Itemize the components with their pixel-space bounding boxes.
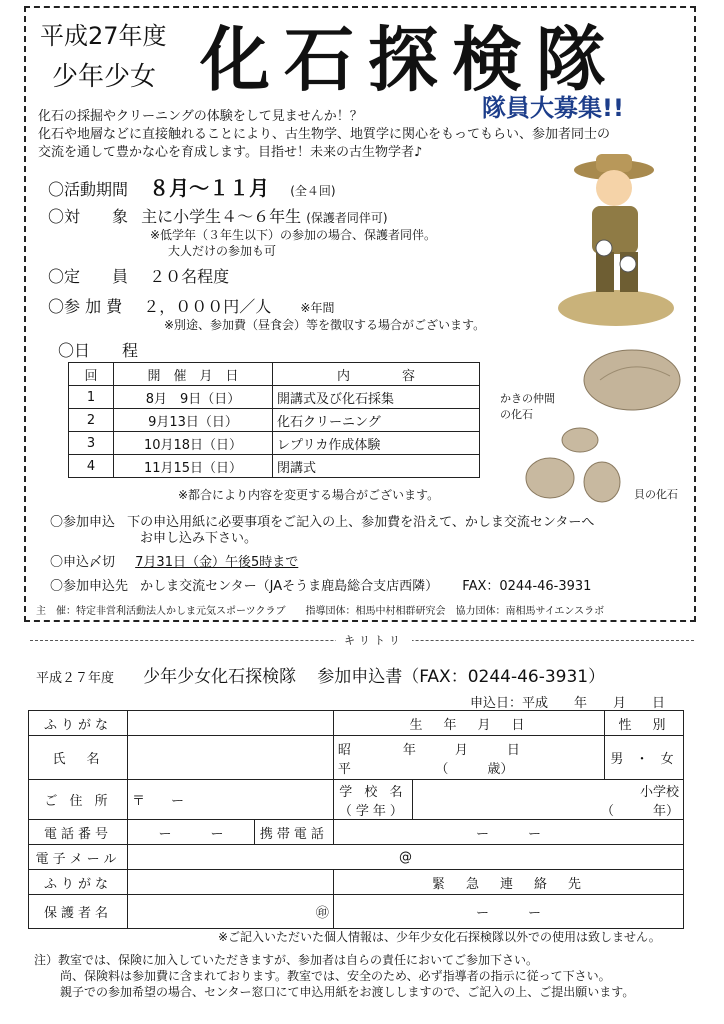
capacity-label: 〇定 員 [48, 267, 129, 286]
table-row [69, 386, 480, 409]
cell-content: レプリカ作成体験 [273, 432, 480, 455]
dest-label: 〇参加申込先 [50, 579, 129, 594]
capacity-value: ２０名程度 [149, 267, 230, 286]
gender-header: 性 別 [605, 711, 684, 736]
col-header: 回 [69, 363, 114, 386]
form-title: 少年少女化石探検隊 [143, 667, 297, 687]
cut-label: キリトリ [336, 632, 412, 648]
cell-round: 1 [69, 386, 114, 409]
mobile-label: 携帯電話 [254, 820, 333, 845]
col-header: 内 容 [273, 363, 480, 386]
oyster-label: かきの仲間 の化石 [500, 392, 555, 421]
furigana-input[interactable] [128, 711, 334, 736]
page-title: 化石探検隊 [200, 18, 620, 101]
application-form [28, 710, 684, 929]
phone-input[interactable]: ー ー [128, 820, 255, 845]
table-header-row [69, 363, 480, 386]
target-sub1: ※低学年（３年生以下）の参加の場合、保護者同伴。 [150, 228, 437, 242]
table-row [69, 409, 480, 432]
shell-fossil-image [524, 426, 624, 506]
target-label: 〇対 象 [48, 207, 129, 226]
period-label: 〇活動期間 [48, 180, 129, 199]
note-line: 尚、保険料は参加費に含まれております。教室では、安全のため、必ず指導者の指示に従って下さい。 [60, 969, 611, 983]
fee-label: 〇参 加 費 [48, 297, 123, 316]
cell-date: 11月15日（日） [114, 455, 273, 478]
intro-line: 化石の採掘やクリーニングの体験をして見ませんか！？ [38, 109, 363, 124]
period-row [48, 172, 336, 201]
privacy-note: ※ご記入いただいた個人情報は、少年少女化石探検隊以外での使用は致しません。 [218, 930, 661, 944]
audience-label: 少年少女 [52, 62, 157, 92]
oyster-fossil-image [580, 346, 690, 416]
notes-block [34, 952, 634, 1000]
fee-sub: ※別途、参加費（昼食会）等を徴収する場合がございます。 [164, 318, 486, 332]
note-line: 注）教室では、保険に加入していただきますが、参加者は自らの責任においてご参加下さい。 [34, 953, 539, 967]
period-note: (全４回) [290, 184, 336, 198]
apply-destination [50, 578, 690, 596]
schedule-label: 〇日 程 [58, 341, 139, 360]
school-input[interactable]: 小学校 （ 年） [412, 780, 683, 820]
dest-value: かしま交流センター（JAそうま鹿島総合支店西隣） [140, 579, 439, 594]
birth-header: 生 年 月 日 [333, 711, 604, 736]
period-value: ８月～１１月 [149, 176, 270, 200]
table-row [69, 455, 480, 478]
furigana-label: ふりがな [29, 711, 128, 736]
year-label: 平成27年度 [40, 22, 167, 50]
apply-how-text: 下の申込用紙に必要事項をご記入の上、参加費を沿えて、かしま交流センターへ [127, 515, 595, 530]
target-row [48, 204, 388, 227]
address-label: ご 住 所 [29, 780, 128, 820]
explorer-illustration [556, 148, 676, 328]
target-value: 主に小学生４～６年生 [141, 207, 302, 226]
birth-showa: 昭 年 月 日 [337, 742, 520, 758]
fee-row [48, 294, 334, 317]
deadline-label: 〇申込〆切 [50, 555, 116, 570]
cell-round: 4 [69, 455, 114, 478]
capacity-row [48, 264, 229, 287]
shell-label: 貝の化石 [634, 488, 678, 501]
gender-input[interactable]: 男 ・ 女 [605, 736, 684, 780]
schedule-note: ※都合により内容を変更する場合がございます。 [178, 488, 440, 502]
target-note: (保護者同伴可) [306, 211, 388, 225]
birth-input[interactable] [333, 736, 604, 780]
address-input[interactable]: 〒 ー [128, 780, 334, 820]
organizer-footer: 主 催：特定非営利活動法人かしま元気スポーツクラブ 指導団体：相馬中村相群研究会 協力団体：南相馬サイエンスラボ [36, 606, 605, 617]
name-input[interactable] [128, 736, 334, 780]
phone-label: 電話番号 [29, 820, 128, 845]
form-date-line: 申込日：平成 年 月 日 [470, 696, 666, 711]
cell-content: 開講式及び化石採集 [273, 386, 480, 409]
cell-date: 10月18日（日） [114, 432, 273, 455]
guardian-furigana-label: ふりがな [29, 870, 128, 895]
intro-line: 交流を通して豊かな心を育成します。目指せ！未来の古生物学者♪ [38, 145, 423, 160]
email-input[interactable]: @ [128, 845, 684, 870]
cell-round: 2 [69, 409, 114, 432]
intro-line: 化石や地層などに直接触れることにより、古生物学、地質学に関心をもってもらい、参加者同士の [38, 127, 611, 142]
birth-heisei: 平 （ 歳） [337, 761, 514, 777]
email-label: 電子メール [29, 845, 128, 870]
name-label: 氏 名 [29, 736, 128, 780]
cell-round: 3 [69, 432, 114, 455]
guardian-furigana-input[interactable] [128, 870, 334, 895]
recruit-banner: 隊員大募集!! [482, 94, 624, 122]
emergency-input[interactable]: ー ー [333, 895, 683, 929]
cell-date: 9月13日（日） [114, 409, 273, 432]
fee-note: ※年間 [300, 301, 335, 315]
form-subtitle: 参加申込書（FAX：0244-46-3931） [317, 667, 606, 687]
form-year: 平成２７年度 [36, 671, 115, 686]
target-sub2: 大人だけの参加も可 [168, 244, 277, 258]
deadline-value: 7月31日（金）午後5時まで [135, 555, 299, 570]
apply-deadline [50, 554, 690, 572]
school-label: 学 校 名 （学年） [333, 780, 412, 820]
form-header [36, 662, 605, 687]
guardian-input[interactable]: ㊞ [128, 895, 334, 929]
col-header: 開 催 月 日 [114, 363, 273, 386]
guardian-label: 保護者名 [29, 895, 128, 929]
dest-fax: FAX：0244-46-3931 [462, 579, 592, 594]
mobile-input[interactable]: ー ー [333, 820, 683, 845]
apply-how-label: 〇参加申込 [50, 515, 116, 530]
emergency-header: 緊 急 連 絡 先 [333, 870, 683, 895]
note-line: 親子での参加希望の場合、センター窓口にて申込用紙をお渡ししますので、ご記入の上、ご提出願います。 [60, 985, 635, 999]
cell-content: 閉講式 [273, 455, 480, 478]
table-row [69, 432, 480, 455]
schedule-table [68, 362, 480, 478]
cell-content: 化石クリーニング [273, 409, 480, 432]
cell-date: 8月 9日（日） [114, 386, 273, 409]
apply-how-text2: お申し込み下さい。 [140, 531, 258, 546]
fee-value: ２，０００円／人 [143, 297, 272, 316]
